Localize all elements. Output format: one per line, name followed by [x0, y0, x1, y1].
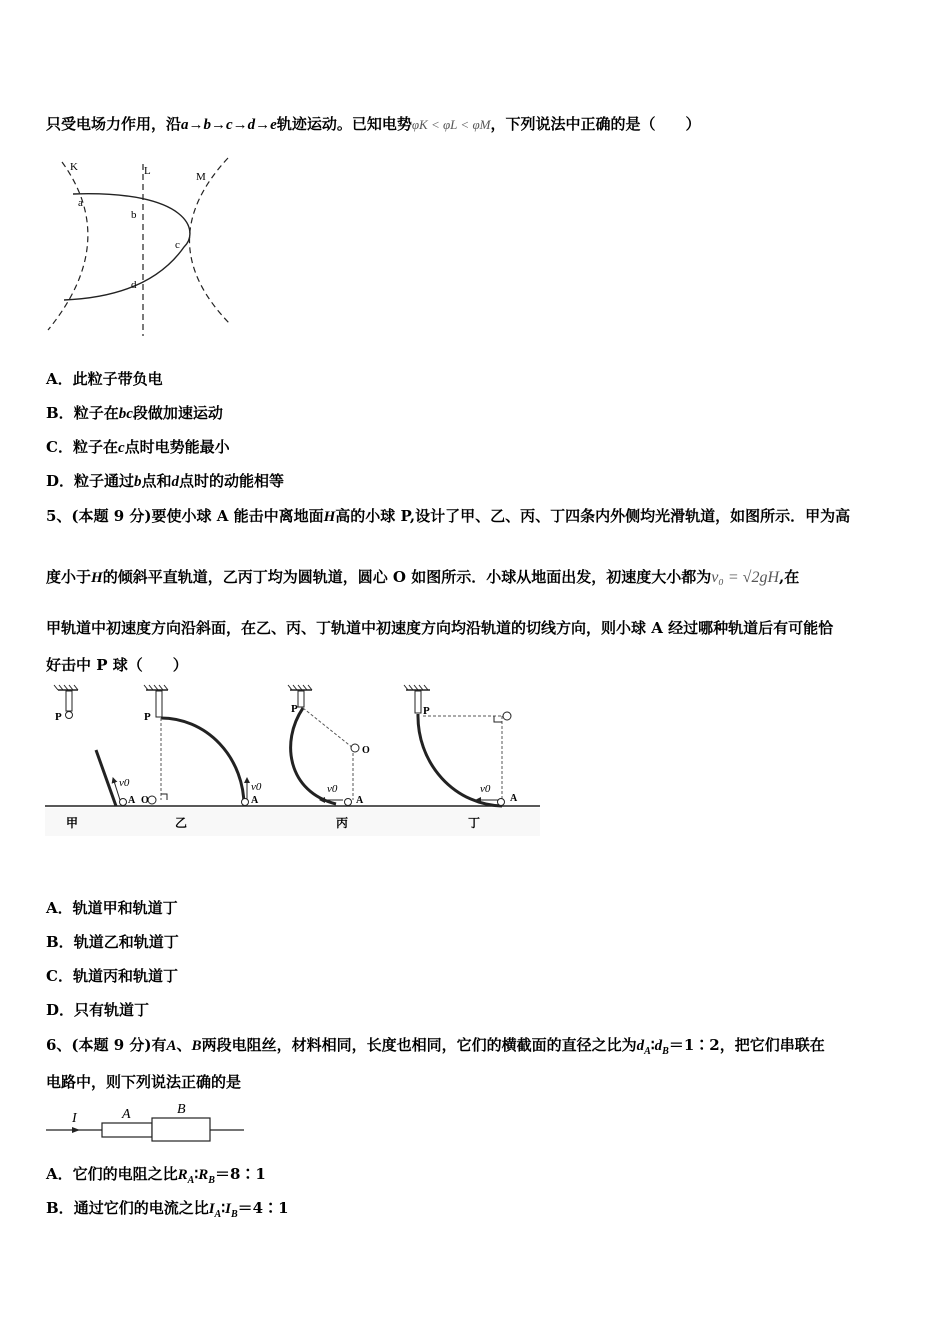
label-v0: v0 — [327, 783, 338, 795]
q6-text: ＝1∶2，把它们串联在 — [668, 1036, 825, 1054]
option-letter: C． — [46, 967, 73, 985]
resistor-a — [102, 1123, 152, 1137]
q6-sub-b: B — [230, 1209, 238, 1220]
option-text: ＝8∶1 — [214, 1165, 266, 1183]
option-letter: A． — [46, 370, 73, 388]
option-text: 点时电势能最小 — [124, 438, 230, 456]
q5-var-h: H — [91, 570, 103, 586]
label-v0: v0 — [119, 777, 130, 789]
q6-text: 两段电阻丝，材料相同，长度也相同，它们的横截面的直径之比为 — [201, 1036, 637, 1054]
q5-text: 高的小球 P,设计了甲、乙、丙、丁四条内外侧均光滑轨道，如图所示．甲为高 — [335, 507, 851, 525]
option-letter: C． — [46, 438, 73, 456]
resistor-b — [152, 1118, 210, 1141]
option-var: b — [134, 474, 142, 490]
q5-option-a — [46, 898, 178, 918]
option-text: 粒子在 — [72, 438, 118, 456]
q4-stem-b: 轨迹运动。已知电势 — [276, 115, 412, 133]
option-text: 点时的动能相等 — [179, 472, 285, 490]
q6-text: 、 — [176, 1036, 192, 1054]
q5-velocity-formula: v₀ = √2gH — [711, 569, 779, 586]
option-letter: A． — [46, 1165, 73, 1183]
label-d: d — [131, 279, 137, 291]
q6-var-b: B — [191, 1038, 202, 1054]
q6-option-a — [46, 1164, 266, 1191]
caption-ding: 丁 — [468, 816, 481, 830]
option-text: 点和 — [141, 472, 172, 490]
q6-sub-a: A — [187, 1175, 195, 1186]
option-var: c — [117, 440, 125, 456]
label-v0: v0 — [251, 781, 262, 793]
q5-option-c — [46, 966, 178, 986]
q6-sub-b: B — [662, 1046, 669, 1057]
label-o: O — [141, 795, 149, 806]
q6-var-r: R — [198, 1167, 209, 1183]
label-m: M — [196, 171, 206, 183]
q5-text: 5、(本题 9 分)要使小球 A 能击中离地面 — [46, 507, 324, 525]
label-k: K — [70, 161, 78, 173]
label-o: O — [362, 745, 370, 756]
q6-var-r: R — [177, 1167, 188, 1183]
option-text: 通过它们的电流之比 — [73, 1199, 209, 1217]
option-letter: A． — [46, 899, 73, 917]
option-text: 此粒子带负电 — [72, 370, 163, 388]
caption-jia: 甲 — [66, 816, 79, 830]
option-text: 段做加速运动 — [132, 404, 223, 422]
q4-stem — [46, 114, 701, 135]
label-b: b — [131, 209, 137, 221]
option-text: 粒子在 — [73, 404, 119, 422]
label-p: P — [144, 711, 151, 723]
q6-var-d: d — [636, 1038, 645, 1054]
label-a: A — [356, 795, 364, 806]
q6-circuit-figure — [44, 1098, 249, 1146]
label-a: a — [78, 197, 83, 209]
q6-stem-line2: 电路中，则下列说法正确的是 — [46, 1073, 242, 1091]
particle-trajectory — [64, 194, 190, 300]
caption-bing: 丙 — [336, 816, 349, 830]
option-text: ∶ — [194, 1165, 199, 1183]
q4-option-b — [46, 403, 223, 424]
q6-var-a: A — [166, 1038, 177, 1054]
circle-track-yi — [161, 718, 244, 806]
q6-var-i: I — [208, 1201, 215, 1217]
label-b: B — [177, 1102, 186, 1117]
caption-yi: 乙 — [175, 816, 188, 830]
label-a: A — [122, 1107, 131, 1122]
option-text: 粒子通过 — [74, 472, 135, 490]
option-text: 它们的电阻之比 — [72, 1165, 178, 1183]
q5-option-d — [46, 1000, 149, 1020]
q5-stem-line1 — [46, 506, 850, 527]
q6-sub-a: A — [644, 1046, 651, 1057]
label-l: L — [144, 165, 151, 177]
label-c: c — [175, 239, 180, 251]
option-letter: B． — [46, 933, 74, 951]
label-p: P — [55, 711, 62, 723]
q5-stem-line4: 好击中 P 球（ ） — [46, 656, 188, 674]
q6-stem-line1 — [46, 1035, 825, 1062]
q4-stem-c: ，下列说法中正确的是（ ） — [490, 115, 701, 133]
q4-option-a — [46, 369, 163, 389]
option-text: ∶ — [221, 1199, 226, 1217]
label-a: A — [510, 793, 518, 804]
q5-stem-line2 — [46, 567, 799, 588]
label-p: P — [423, 705, 430, 717]
option-letter: D． — [46, 472, 75, 490]
q6-var-i: I — [225, 1201, 231, 1217]
label-i: I — [72, 1111, 77, 1126]
option-text: 轨道丙和轨道丁 — [72, 967, 178, 985]
option-text: 轨道乙和轨道丁 — [73, 933, 179, 951]
option-letter: B． — [46, 1199, 74, 1217]
option-var: bc — [118, 406, 133, 422]
q5-var-h: H — [323, 509, 336, 525]
q5-stem-line3: 甲轨道中初速度方向沿斜面，在乙、丙、丁轨道中初速度方向均沿轨道的切线方向，则小球 A 经过哪种轨道后有可能恰 — [46, 619, 834, 637]
option-var: d — [171, 474, 180, 490]
label-v0: v0 — [480, 783, 491, 795]
q6-sub-b: B — [208, 1175, 215, 1186]
option-letter: B． — [46, 404, 74, 422]
q6-sub-a: A — [214, 1209, 222, 1220]
q5-text: ,在 — [779, 568, 800, 586]
q6-option-b — [46, 1198, 289, 1225]
q4-option-d — [46, 471, 284, 492]
q6-var-d: d — [654, 1038, 663, 1054]
q6-text: 6、(本题 9 分)有 — [46, 1036, 167, 1054]
q4-potential-formula: φK < φL < φM — [411, 117, 491, 132]
label-p: P — [291, 703, 298, 715]
equipotential-k — [48, 162, 88, 330]
label-a: A — [251, 795, 259, 806]
q4-path: a→b→c→d→e — [181, 117, 277, 133]
q6-text: ∶ — [650, 1036, 655, 1054]
q5-option-b — [46, 932, 179, 952]
option-letter: D． — [46, 1001, 75, 1019]
q5-tracks-figure — [40, 682, 545, 837]
caption-strip — [45, 808, 540, 836]
label-a: A — [128, 795, 136, 806]
option-text: 轨道甲和轨道丁 — [72, 899, 178, 917]
current-arrow-icon — [72, 1127, 80, 1133]
option-text: ＝4∶1 — [237, 1199, 289, 1217]
q4-option-c — [46, 437, 230, 458]
option-text: 只有轨道丁 — [74, 1001, 150, 1019]
q4-stem-a: 只受电场力作用，沿 — [46, 115, 182, 133]
q5-text: 度小于 — [46, 568, 92, 586]
q5-text: 的倾斜平直轨道，乙丙丁均为圆轨道，圆心 O 如图所示．小球从地面出发，初速度大小都为 — [102, 568, 712, 586]
q4-field-figure — [40, 152, 240, 342]
